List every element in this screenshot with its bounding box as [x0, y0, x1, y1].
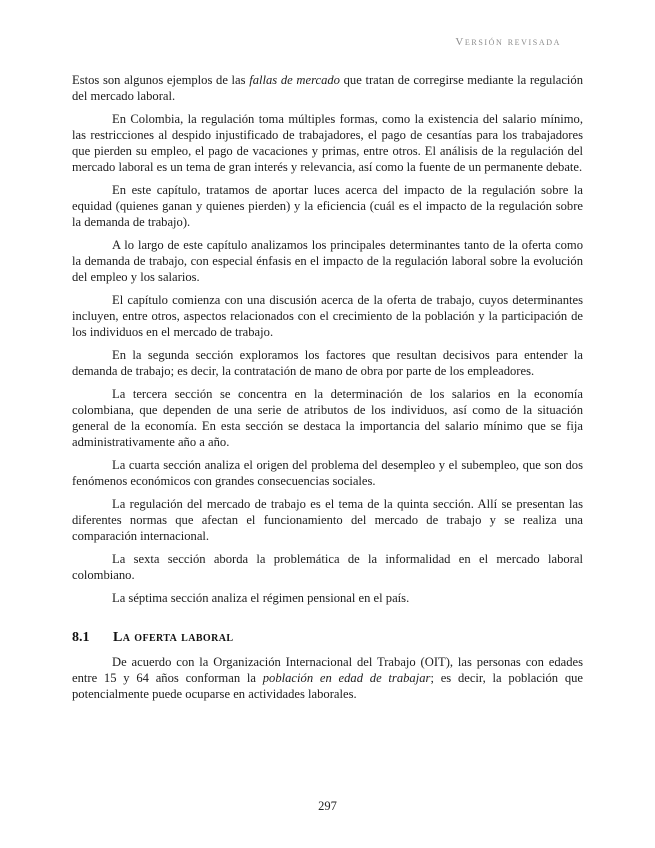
italic-text: población en edad de trabajar — [262, 671, 431, 685]
paragraph: El capítulo comienza con una discusión acerca de la oferta de trabajo, cuyos determinantes incluyen, entre otros, aspectos relacionados con el crecimiento de la población y la participación de los individuos en el mercado de trabajo. — [72, 293, 583, 339]
paragraph: La tercera sección se concentra en la determinación de los salarios en la economía colombiana, que dependen de una serie de atributos de los individuos, así como de la situación general de la economía. En esta sección se destaca la importancia del salario mínimo que se fija administrativamente año a año. — [72, 387, 583, 449]
paragraph: En este capítulo, tratamos de aportar luces acerca del impacto de la regulación sobre la equidad (quienes ganan y quienes pierden) y la eficiencia (cuál es el impacto de la regulación sobre la demanda de trabajo). — [72, 183, 583, 229]
paragraph: La séptima sección analiza el régimen pensional en el país. — [112, 591, 410, 605]
paragraph — [72, 72, 583, 104]
paragraph — [72, 654, 583, 702]
text-run: ; es decir, la población que potencialmente puede ocuparse en actividades laborales. — [72, 671, 584, 701]
paragraph: La sexta sección aborda la problemática de la informalidad en el mercado laboral colombiano. — [72, 552, 583, 582]
page-number: 297 — [318, 799, 337, 813]
section-number: 8.1 — [72, 630, 90, 645]
text-run: De acuerdo con la Organización Internacional del Trabajo (OIT), las personas con edades entre 15 y 64 años conforman la — [72, 655, 583, 685]
section-title: La oferta laboral — [113, 630, 234, 645]
italic-text: fallas de mercado — [249, 73, 340, 87]
paragraph: La regulación del mercado de trabajo es el tema de la quinta sección. Allí se presentan las diferentes normas que afectan el funcionamiento del mercado de trabajo y se realiza una comparación internacional. — [72, 497, 583, 543]
section-heading — [72, 630, 583, 646]
text-run: que tratan de corregirse mediante la regulación del mercado laboral. — [72, 73, 583, 103]
paragraph: En la segunda sección exploramos los factores que resultan decisivos para entender la demanda de trabajo; es decir, la contratación de mano de obra por parte de los empleadores. — [72, 348, 583, 378]
text-run: Estos son algunos ejemplos de las — [72, 73, 250, 87]
running-header — [72, 36, 583, 48]
running-header-label: Versión revisada — [455, 36, 561, 48]
paragraph: A lo largo de este capítulo analizamos los principales determinantes tanto de la oferta como la demanda de trabajo, con especial énfasis en el impacto de la regulación laboral sobre la evolución del empleo y los salarios. — [72, 238, 583, 284]
paragraph: En Colombia, la regulación toma múltiples formas, como la existencia del salario mínimo, las restricciones al despido injustificado de trabajadores, el pago de cesantías para los trabajadores que pierden su empleo, el pago de vacaciones y primas, entre otros. El análisis de la regulación del mercado laboral es un tema de gran interés y relevancia, así como la fuente de un permanente debate. — [72, 112, 583, 174]
paragraph: La cuarta sección analiza el origen del problema del desempleo y el subempleo, que son dos fenómenos económicos con grandes consecuencias sociales. — [72, 458, 583, 488]
page-body — [72, 72, 583, 702]
page-footer — [0, 799, 655, 814]
